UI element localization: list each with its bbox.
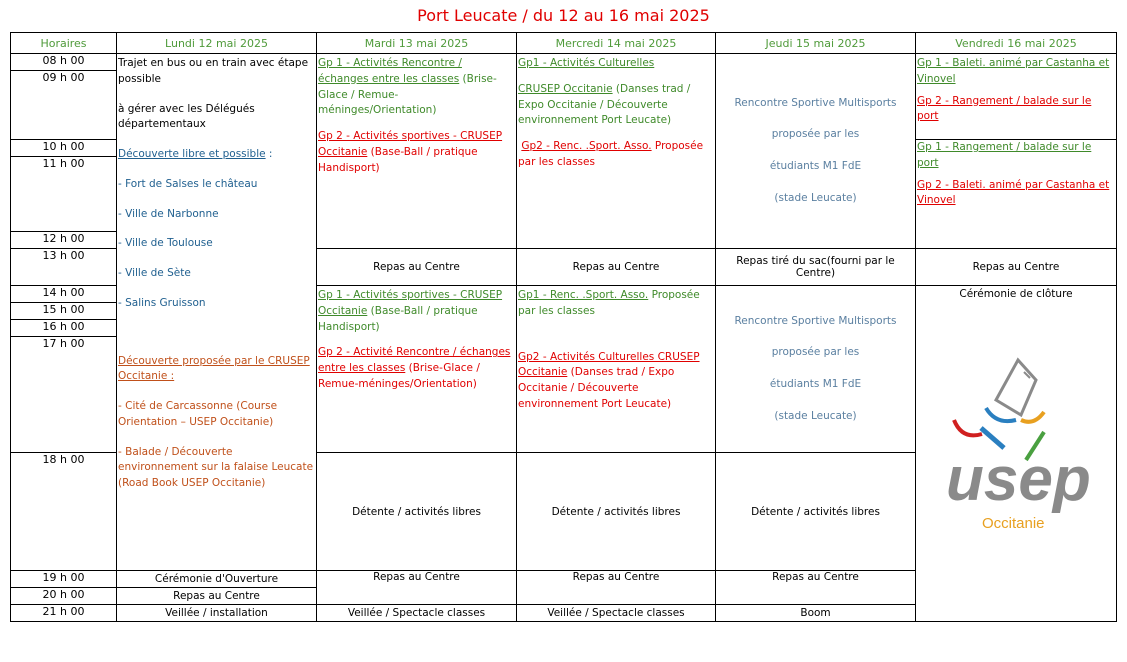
mardi-am-gp2: Gp 2 - Activités sportives - CRUSEP Occitanie (Base-Ball / pratique Handisport) [318,130,503,174]
jeudi-veillee: Boom [716,605,916,622]
mercredi-veillee: Veillée / Spectacle classes [517,605,716,622]
hour-cell: 16 h 00 [11,320,117,337]
mercredi-detente: Détente / activités libres [517,453,716,571]
jeudi-pm-line: proposée par les [771,346,860,359]
page-title: Port Leucate / du 12 au 16 mai 2025 [417,6,710,25]
schedule-table [10,32,1117,622]
jeudi-am-line: Rencontre Sportive Multisports [734,96,897,109]
hour-cell: 13 h 00 [11,249,117,286]
header-row [11,33,1117,54]
vendredi-gp1-baleti: Gp 1 - Baleti. animé par Castanha et Vinovel [917,57,1110,85]
mercredi-am-gp1-label: Gp1 - Activités Culturelles [518,57,655,69]
hour-cell: 19 h 00 [11,571,117,588]
lundi-ceremonie: Cérémonie d'Ouverture [117,571,317,588]
hour-cell: 15 h 00 [11,303,117,320]
jeudi-am-line: (stade Leucate) [774,191,857,204]
usep-logo [926,350,1106,540]
header-vendredi: Vendredi 16 mai 2025 [916,33,1117,54]
hour-cell: 20 h 00 [11,588,117,605]
usep-logo-text: usep [946,445,1091,514]
header-jeudi: Jeudi 15 mai 2025 [716,33,916,54]
vendredi-pm-cell [916,286,1117,622]
lundi-gerer: à gérer avec les Délégués départementaux [118,102,255,131]
hour-cell: 10 h 00 [11,140,117,157]
header-mercredi: Mercredi 14 mai 2025 [517,33,716,54]
mardi-repas-midi: Repas au Centre [317,249,517,286]
mardi-veillee: Veillée / Spectacle classes [317,605,517,622]
hour-cell: 14 h 00 [11,286,117,303]
lundi-decouverte-libre: Découverte libre et possible : [118,148,273,160]
lundi-place: - Ville de Toulouse [118,237,213,250]
mercredi-am-gp2: Gp2 - Renc. .Sport. Asso. Proposée par les classes [518,140,704,168]
hour-cell: 11 h 00 [11,157,117,232]
jeudi-am-cell [716,54,916,249]
vendredi-ceremonie: Cérémonie de clôture [959,288,1073,300]
vendredi-gp1-rangement: Gp 1 - Rangement / balade sur le port [917,141,1092,169]
lundi-carcassonne: - Cité de Carcassonne (Course Orientation – USEP Occitanie) [118,400,278,428]
hour-cell: 21 h 00 [11,605,117,622]
header-horaires: Horaires [11,33,117,54]
mercredi-pm-gp2: Gp2 - Activités Culturelles CRUSEP Occitanie (Danses trad / Expo Occitanie / Découverte environnement Port Leucate) [518,350,700,410]
vendredi-gp2-baleti: Gp 2 - Baleti. animé par Castanha et Vinovel [917,178,1110,207]
mardi-am-gp1: Gp 1 - Activités Rencontre / échanges entre les classes (Brise-Glace / Remue-méninges/Orientation) [318,57,497,117]
jeudi-pm-line: (stade Leucate) [774,409,857,422]
mercredi-repas-soir: Repas au Centre [517,571,716,605]
hour-cell: 08 h 00 [11,54,117,71]
jeudi-am-line: étudiants M1 FdE [769,160,862,172]
hour-cell: 18 h 00 [11,453,117,571]
lundi-place: - Ville de Narbonne [118,207,219,220]
mardi-am-cell [317,54,517,249]
hour-cell: 09 h 00 [11,71,117,140]
vendredi-repas: Repas au Centre [916,249,1117,286]
header-mardi: Mardi 13 mai 2025 [317,33,517,54]
mardi-pm-gp2: Gp 2 - Activité Rencontre / échanges entre les classes (Brise-Glace / Remue-méninges/Orientation) [318,346,511,390]
mardi-pm-cell [317,286,517,453]
lundi-trajet: Trajet en bus ou en train avec étape possible [118,57,309,85]
lundi-repas: Repas au Centre [117,588,317,605]
jeudi-pm-line: étudiants M1 FdE [769,378,862,390]
vendredi-slot1 [916,54,1117,140]
vendredi-gp2-rangement: Gp 2 - Rangement / balade sur le port [917,94,1092,123]
mercredi-am-cell [517,54,716,249]
lundi-decouverte-usep: Découverte proposée par le CRUSEP Occitanie : [118,354,310,383]
jeudi-repas-midi: Repas tiré du sac(fourni par le Centre) [716,249,916,286]
usep-logo-subtitle: Occitanie [982,515,1045,532]
vendredi-slot2 [916,140,1117,249]
mercredi-am-gp1: CRUSEP Occitanie (Danses trad / Expo Occitanie / Découverte environnement Port Leucate) [518,82,691,127]
mardi-repas-soir: Repas au Centre [317,571,517,605]
mercredi-pm-cell [517,286,716,453]
jeudi-am-line: proposée par les [771,128,860,141]
header-lundi: Lundi 12 mai 2025 [117,33,317,54]
lundi-balade: - Balade / Découverte environnement sur la falaise Leucate (Road Book USEP Occitanie) [118,445,314,489]
mardi-pm-gp1: Gp 1 - Activités sportives - CRUSEP Occitanie (Base-Ball / pratique Handisport) [318,289,503,333]
jeudi-detente: Détente / activités libres [716,453,916,571]
lundi-place: - Fort de Salses le château [118,177,258,190]
hour-cell: 17 h 00 [11,337,117,453]
jeudi-repas-soir: Repas au Centre [716,571,916,605]
lundi-day-cell [117,54,317,571]
mardi-detente: Détente / activités libres [317,453,517,571]
mercredi-repas-midi: Repas au Centre [517,249,716,286]
hour-cell: 12 h 00 [11,232,117,249]
lundi-place: - Ville de Sète [118,267,191,279]
mercredi-pm-gp1: Gp1 - Renc. .Sport. Asso. Proposée par les classes [518,289,700,317]
lundi-veillee: Veillée / installation [117,605,317,622]
jeudi-pm-line: Rencontre Sportive Multisports [734,314,897,327]
lundi-place: - Salins Gruisson [118,296,206,309]
jeudi-pm-cell [716,286,916,453]
